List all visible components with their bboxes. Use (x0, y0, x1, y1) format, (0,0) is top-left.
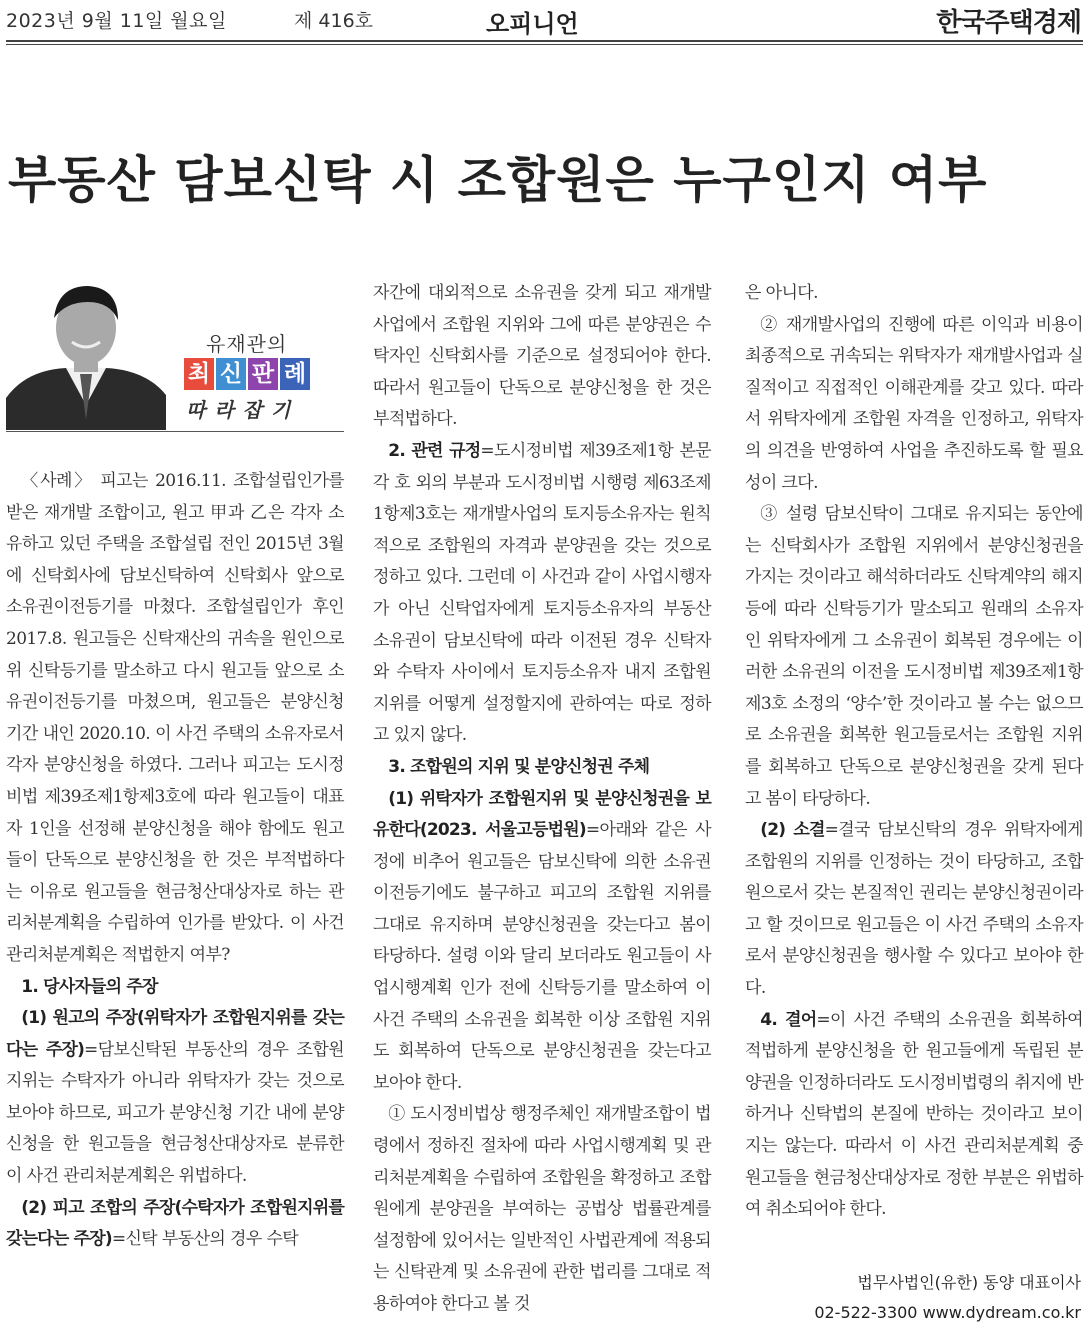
column-subtitle: 따라잡기 (186, 398, 300, 422)
paragraph (6, 1193, 344, 1256)
author-info (814, 1268, 1081, 1328)
masthead (0, 0, 1089, 40)
section-heading: 1. 당사자들의 주장 (21, 976, 158, 997)
section-title: 오피니언 (486, 10, 579, 38)
paragraph-heading: 2. 관련 규정 (388, 440, 481, 461)
paragraph: ③ 설령 담보신탁이 그대로 유지되는 동안에는 신탁회사가 조합원 지위에서 분양신청권을 가지는 것이라고 해석하더라도 신탁계약의 해지 등에 따라 신탁등기가 말소되고 원래의 소유자인 위탁자에게 그 소유권이 회복된 경우에는 이러한 소유권의 이전을 도시정비법 제39조제1항제3호 소정의 ‘양수’한 것이라고 볼 수는 없으므로 소유권을 회복한 원고들로서는 조합원 지위를 회복하고 단독으로 분양신청권을 갖게 된다고 봄이 타당하다. (745, 504, 1083, 809)
paragraph-text: =결국 담보신탁의 경우 위탁자에게 조합원의 지위를 인정하는 것이 타당하고, 조합원으로서 갖는 본질적인 권리는 분양신청권이라고 할 것이므로 원고들은 이 사건 주택의 소유자로서 분양신청권을 행사할 수 있다고 보아야 한다. (745, 820, 1083, 999)
column-author: 유재관의 (206, 332, 288, 356)
paragraph: 자간에 대외적으로 소유권을 갖게 되고 재개발사업에서 조합원 지위와 그에 따른 분양권은 수탁자인 신탁회사를 기준으로 설정되어야 한다. 따라서 원고들이 단독으로 분양신청을 한 것은 부적법하다. (373, 283, 711, 430)
column-rule (6, 431, 344, 432)
article-column-1 (6, 466, 344, 1256)
paragraph-text: =신탁 부동산의 경우 수탁 (111, 1229, 299, 1250)
column-title (184, 358, 312, 390)
column-header (6, 270, 344, 430)
paragraph: 은 아니다. (745, 283, 818, 303)
paragraph-heading: (1) 위탁자가 조합원지위 및 분양신청권을 보유한다(2023. 서울고등법원) (373, 788, 711, 841)
paragraph: 〈사례〉 피고는 2016.11. 조합설립인가를 받은 재개발 조합이고, 원고 甲과 乙은 각자 소유하고 있던 주택을 조합설립 전인 2015년 3월에 신탁회사에 담보신탁하여 신탁회사 앞으로 소유권이전등기를 마쳤다. 조합설립인가 후인 2017.8. 원고들은 신탁재산의 귀속을 원인으로 위 신탁등기를 말소하고 다시 원고들 앞으로 소유권이전등기를 마쳤으며, 원고들은 분양신청 기간 내인 2020.10. 이 사건 주택의 소유자로서 각자 분양신청을 하였다. 그러나 피고는 도시정비법 제39조제1항제3호에 따라 원고들이 대표자 1인을 선정해 분양신청을 해야 함에도 원고들이 단독으로 분양신청을 한 것은 부적법하다는 이유로 원고들을 현금청산대상자로 하는 관리처분계획을 수립하여 인가를 받았다. 이 사건 관리처분계획은 적법한지 여부? (6, 471, 344, 965)
author-contact: 02-522-3300 www.dydream.co.kr (814, 1303, 1081, 1322)
author-photo (6, 270, 166, 430)
paragraph-heading: (1) 원고의 주장(위탁자가 조합원지위를 갖는다는 주장) (6, 1008, 344, 1060)
author-firm: 법무사법인(유한) 동양 대표이사 (857, 1273, 1081, 1292)
paragraph (745, 1005, 1083, 1226)
column-title-char: 판 (248, 358, 278, 390)
paragraph (745, 815, 1083, 1005)
column-title-char: 신 (216, 358, 246, 390)
paragraph: ② 재개발사업의 진행에 따른 이익과 비용이 최종적으로 귀속되는 위탁자가 재개발사업과 실질적이고 직접적인 이해관계를 갖고 있다. 따라서 위탁자에게 조합원 자격을 인정하고, 위탁자의 의견을 반영하여 사업을 추진하도록 할 필요성이 크다. (745, 314, 1083, 493)
paragraph: ① 도시정비법상 행정주체인 재개발조합이 법령에서 정하진 절차에 따라 사업시행계획 및 관리처분계획을 수립하여 조합원을 확정하고 조합원에게 분양권을 부여하는 공법상 법률관계를 설정함에 있어서는 일반적인 사법관계에 적용되는 신탁관계 및 소유권에 관한 법리를 그대로 적용하여야 한다고 볼 것 (373, 1104, 711, 1314)
paragraph-text: =담보신탁된 부동산의 경우 조합원 지위는 수탁자가 아니라 위탁자가 갖는 것으로 보아야 하므로, 피고가 분양신청 기간 내에 분양신청을 한 원고들을 현금청산대상자로 분류한 이 사건 관리처분계획은 위법하다. (6, 1039, 344, 1187)
article-column-2 (373, 278, 711, 1321)
paragraph-heading: (2) 소결 (760, 820, 825, 841)
paragraph (373, 436, 711, 752)
column-title-char: 례 (280, 358, 310, 390)
article-column-3 (745, 278, 1083, 1226)
paragraph-text: =아래와 같은 사정에 비추어 원고들은 담보신탁에 의한 소유권이전등기에도 불구하고 피고의 조합원 지위를 그대로 유지하며 분양신청권을 갖는다고 봄이 타당하다. 설령 이와 달리 보더라도 원고들이 사업시행계획 인가 전에 신탁등기를 말소하여 이 사건 주택의 소유권을 회복한 이상 조합원 지위도 회복하여 단독으로 분양신청권을 갖는다고 보아야 한다. (373, 820, 711, 1093)
paragraph (6, 1003, 344, 1193)
paragraph (6, 972, 344, 1004)
article-headline: 부동산 담보신탁 시 조합원은 누구인지 여부 (8, 150, 988, 209)
issue-number: 제 416호 (294, 10, 374, 32)
masthead-rule-thin (6, 44, 1083, 45)
newspaper-name: 한국주택경제 (936, 8, 1081, 38)
paragraph (373, 752, 711, 784)
paragraph (373, 784, 711, 1100)
publication-date: 2023년 9월 11일 월요일 (6, 10, 227, 32)
masthead-rule (6, 40, 1083, 42)
paragraph-heading: 4. 결어 (760, 1009, 817, 1030)
column-title-char: 최 (184, 358, 214, 390)
section-heading: 3. 조합원의 지위 및 분양신청권 주체 (388, 756, 650, 777)
paragraph-heading: (2) 피고 조합의 주장(수탁자가 조합원지위를 갖는다는 주장) (6, 1197, 344, 1250)
paragraph-text: =이 사건 주택의 소유권을 회복하여 적법하게 분양신청을 한 원고들에게 독립된 분양권을 인정하더라도 도시정비법령의 취지에 반하거나 신탁법의 본질에 반하는 것이라고 보이지는 않는다. 따라서 이 사건 관리처분계획 중 원고들을 현금청산대상자로 정한 부분은 위법하여 취소되어야 한다. (745, 1009, 1083, 1220)
paragraph-text: =도시정비법 제39조제1항 본문 각 호 외의 부분과 도시정비법 시행령 제63조제1항제3호는 재개발사업의 토지등소유자는 원칙적으로 조합원의 자격과 분양권을 갖는 것으로 정하고 있다. 그런데 이 사건과 같이 사업시행자가 아닌 신탁업자에게 토지등소유자의 부동산 소유권이 담보신탁에 따라 이전된 경우 신탁자와 수탁자 사이에서 토지등소유자 내지 조합원 지위를 어떻게 설정할지에 관하여는 따로 정하고 있지 않다. (373, 440, 711, 746)
